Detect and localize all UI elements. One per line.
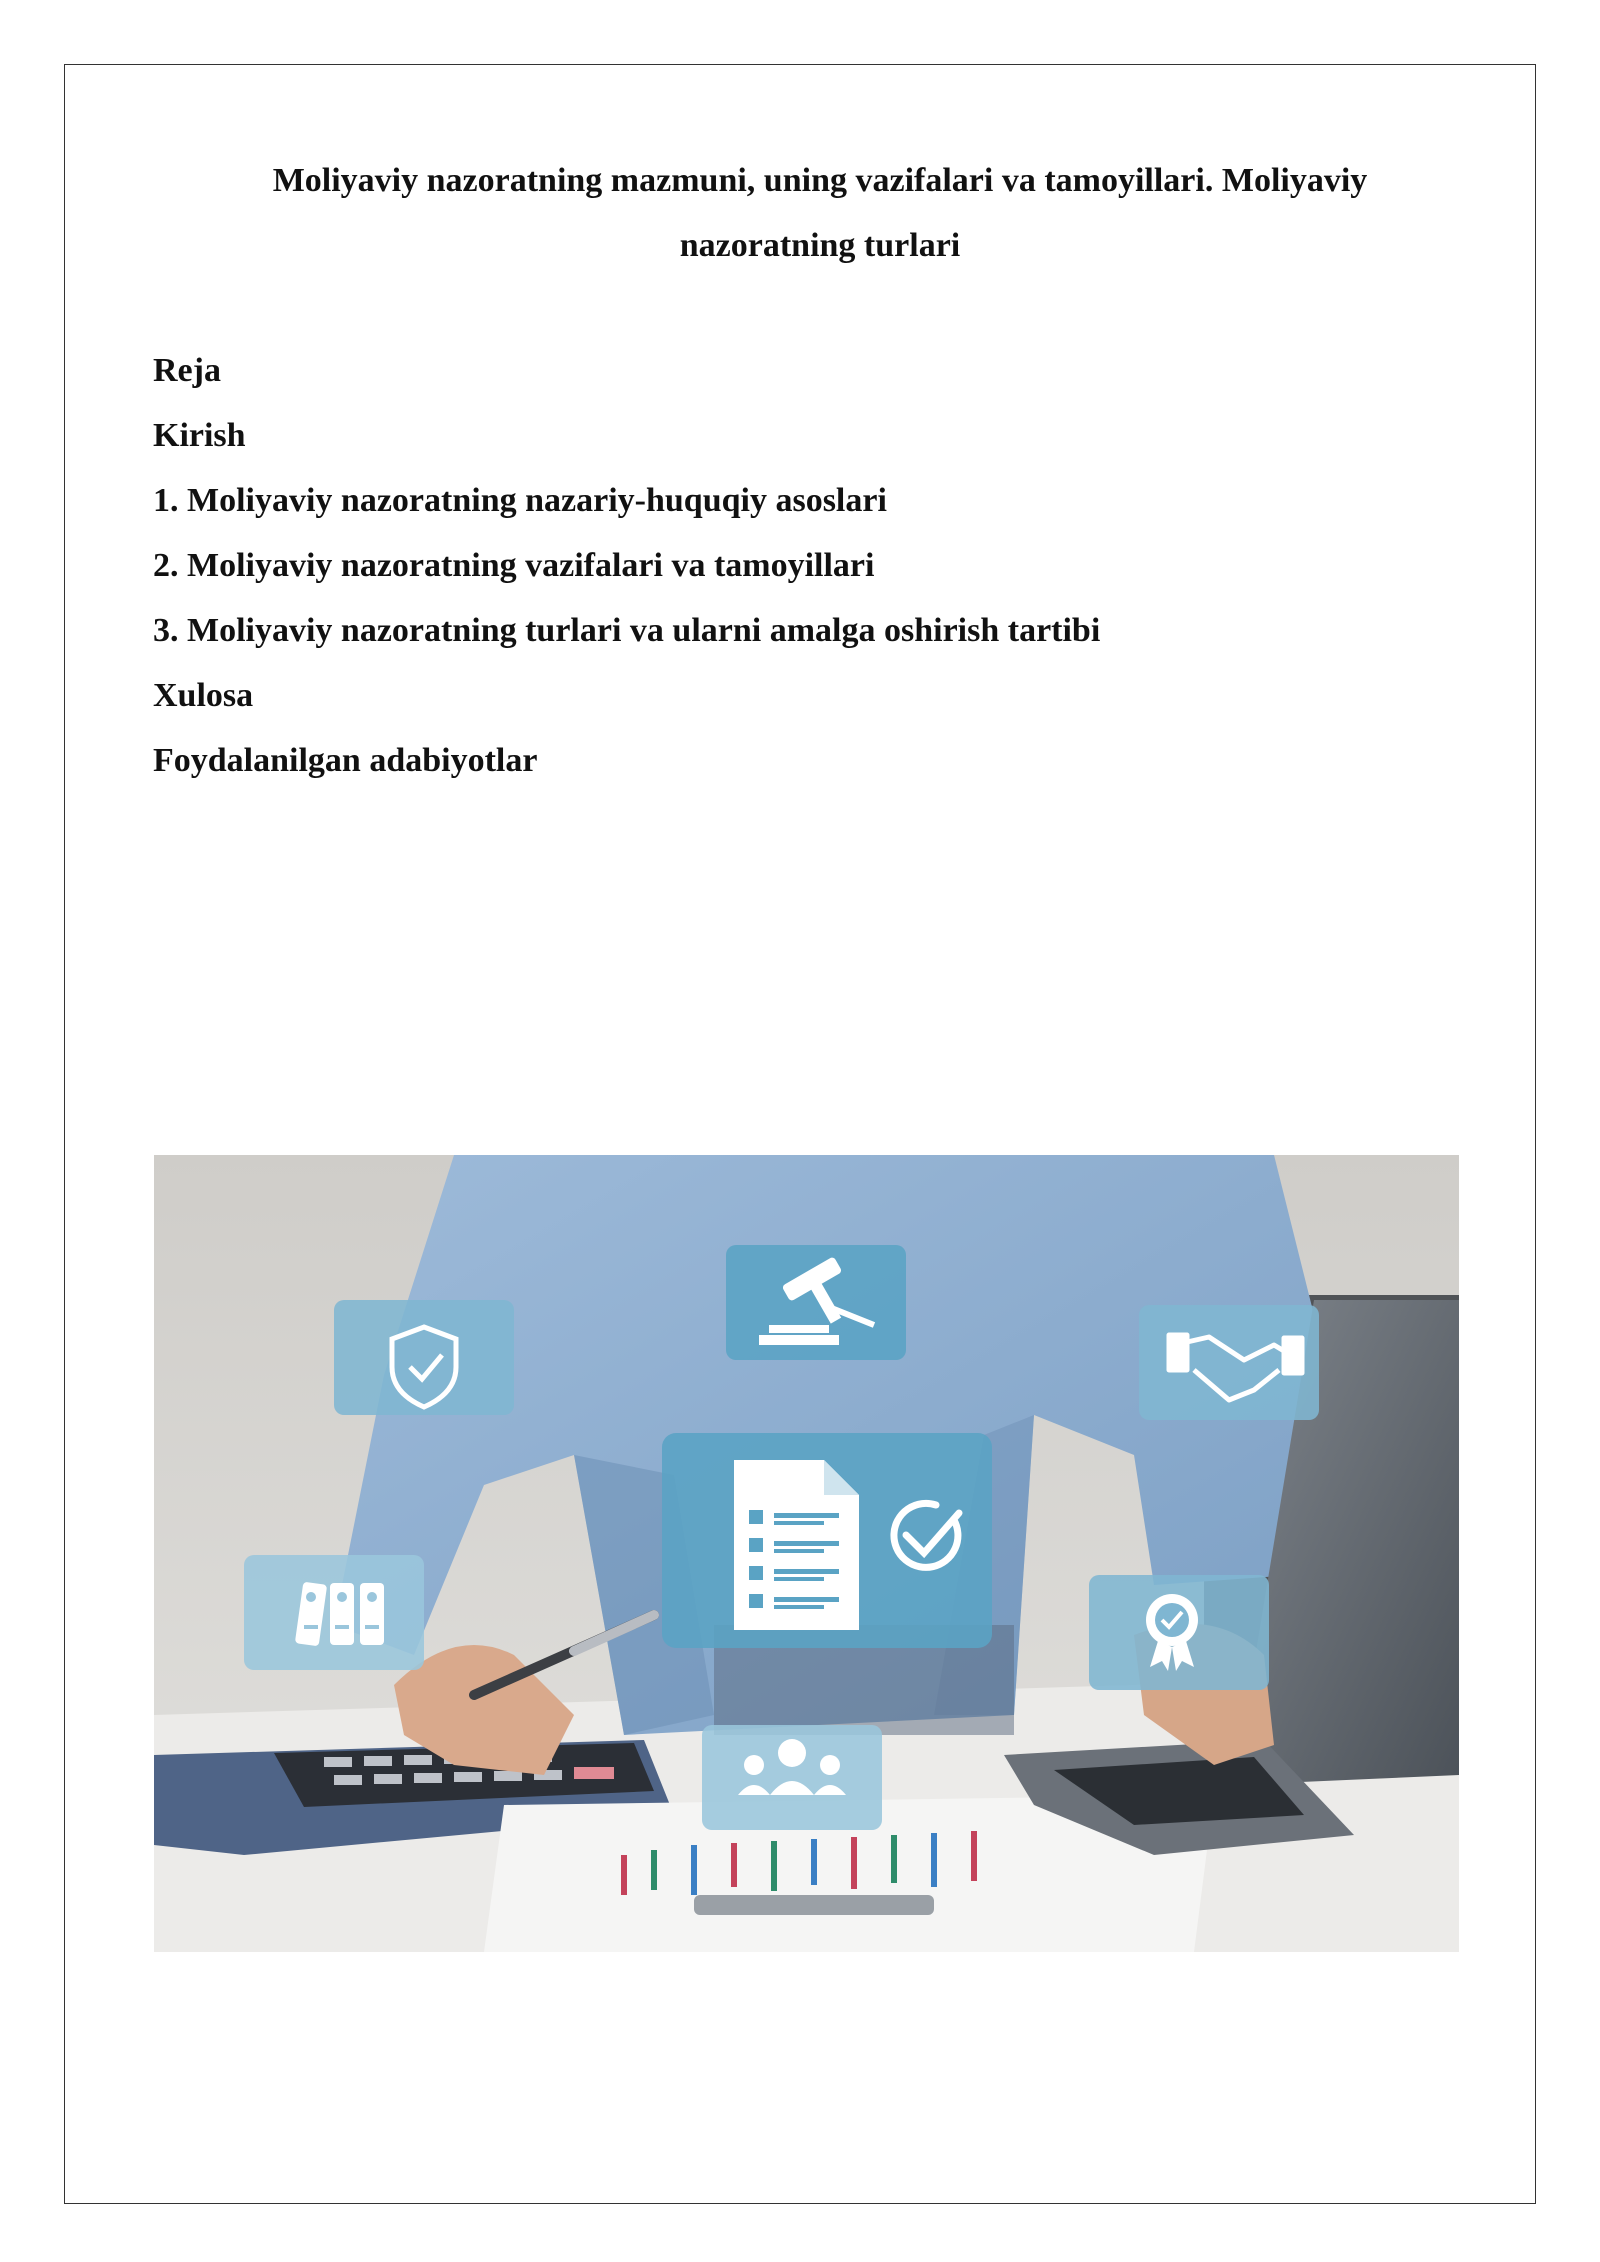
binders-icon [295, 1582, 384, 1647]
toc-item-1: 1. Moliyaviy nazoratning nazariy-huquqiy asoslari [153, 482, 887, 519]
document-title [150, 148, 1490, 278]
document-checklist-icon [734, 1460, 859, 1630]
table-of-contents [153, 338, 1100, 793]
title-line-2: nazoratning turlari [679, 227, 961, 264]
toc-item-references: Foydalanilgan adabiyotlar [153, 742, 538, 779]
title-line-1: Moliyaviy nazoratning mazmuni, uning vazifalari va tamoyillari. Moliyaviy [272, 162, 1368, 199]
toc-item-3: 3. Moliyaviy nazoratning turlari va ularni amalga oshirish tartibi [153, 612, 1101, 649]
toc-item-2: 2. Moliyaviy nazoratning vazifalari va tamoyillari [153, 547, 875, 584]
toc-item-conclusion: Xulosa [153, 677, 254, 714]
toc-item-introduction: Kirish [153, 417, 246, 454]
toc-heading: Reja [153, 352, 221, 389]
finance-control-illustration [154, 1155, 1459, 1952]
